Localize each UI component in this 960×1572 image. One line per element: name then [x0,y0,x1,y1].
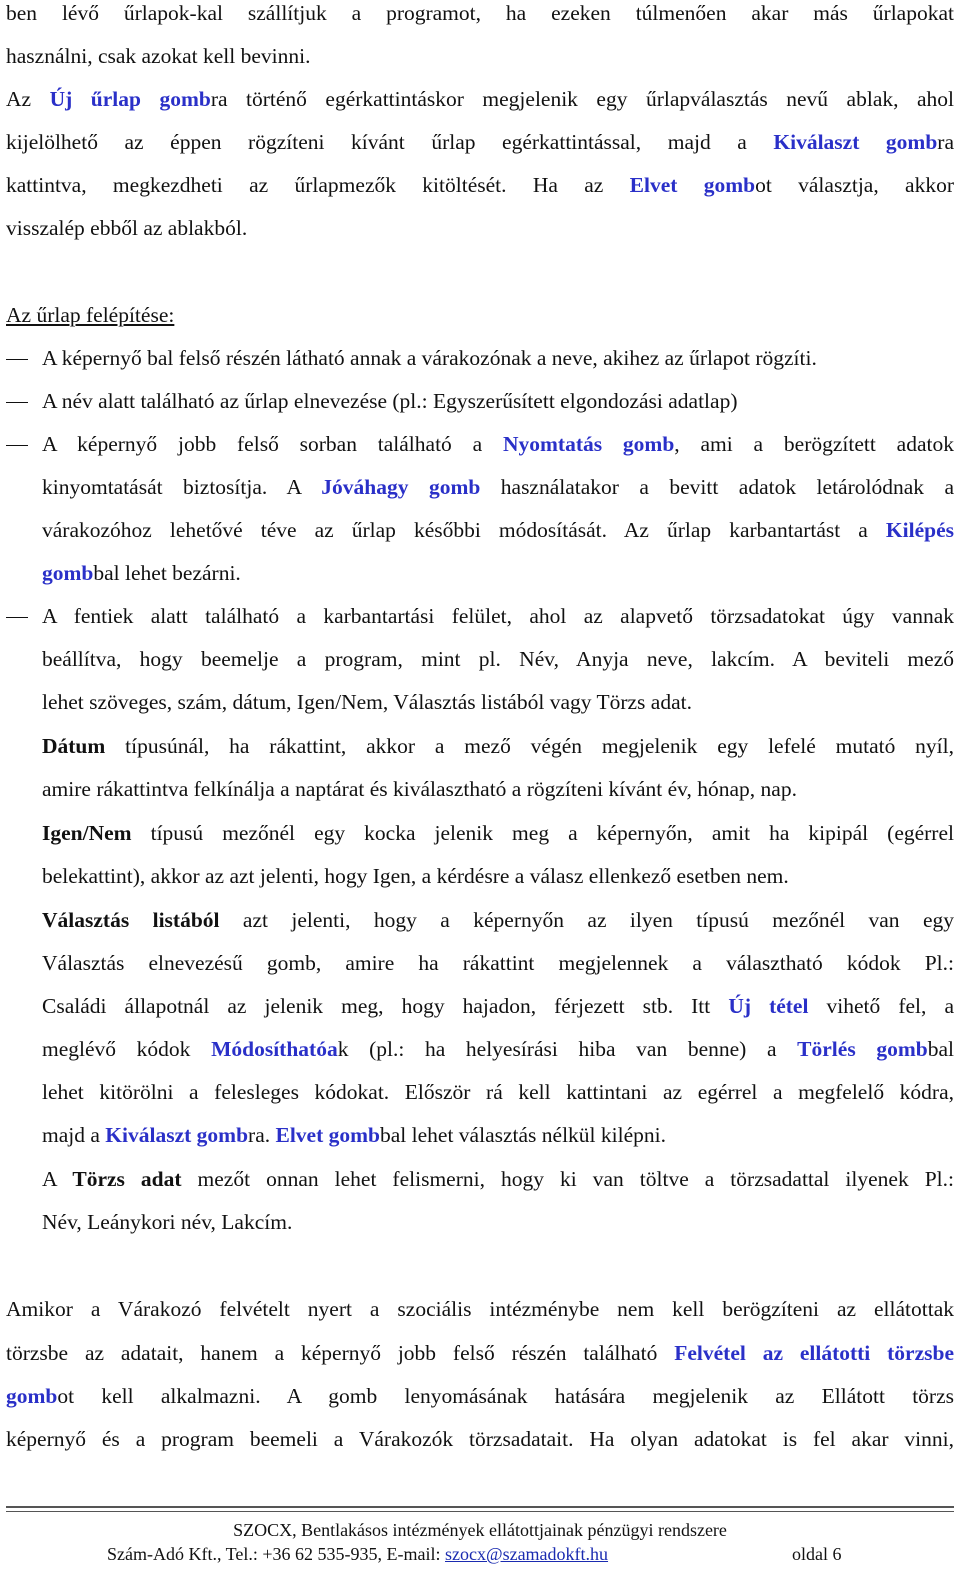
bullet-line: lehet szöveges, szám, dátum, Igen/Nem, Választás listából vagy Törzs adat. [42,690,692,714]
ui-reference: Kilépés [885,518,954,542]
footer-contact: Szám-Adó Kft., Tel.: +36 62 535-935, E-mail: szocx@szamadokft.hu [107,1544,609,1564]
bullet-line: Választás elnevezésű gomb, amire ha rákattint megjelennek a választható kódok Pl.: [42,951,954,975]
bullet-line: lehet kitörölni a felesleges kódokat. Először rá kell kattintani az egérrel a megfelelő kódra, [42,1080,954,1104]
bullet-line: Választás listából azt jelenti, hogy a képernyőn az ilyen típusú mezőnél van egy [42,908,954,932]
paragraph-line: gombot kell alkalmazni. A gomb lenyomásának hatására megjelenik az Ellátott törzs [6,1384,954,1408]
ui-reference: Új tétel [728,994,809,1018]
ui-reference: Jóváhagy gomb [321,475,481,499]
bullet-line: A képernyő bal felső részén látható annak a várakozónak a neve, akihez az űrlapot rögzíti. [42,346,817,370]
bullet-line: A fentiek alatt található a karbantartási felület, ahol az alapvető törzsadatokat úgy vannak [42,604,954,628]
bullet-line: amire rákattintva felkínálja a naptárat és kiválasztható a rögzíteni kívánt év, hónap, nap. [42,777,797,801]
bullet-line: Név, Leánykori név, Lakcím. [42,1210,293,1234]
bullet-line: belekattint), akkor az azt jelenti, hogy Igen, a kérdésre a válasz ellenkező esetben nem. [42,864,789,888]
ui-reference: Módosíthatóa [211,1037,338,1061]
paragraph-line: használni, csak azokat kell bevinni. [6,44,311,68]
bullet-line: A képernyő jobb felső sorban található a Nyomtatás gomb, ami a berögzített adatok [42,432,954,456]
footer-title: SZOCX, Bentlakásos intézmények ellátottjainak pénzügyi rendszere [233,1520,727,1540]
paragraph-line: törzsbe az adatait, hanem a képernyő jobb felső részén található Felvétel az ellátotti törzsbe [6,1341,955,1365]
paragraph-line: kijelölhető az éppen rögzíteni kívánt űrlap egérkattintással, majd a Kiválaszt gombra [6,130,954,154]
ui-reference: Kiválaszt gomb [105,1123,249,1147]
bullet-dash [6,445,28,446]
paragraph-line: képernyő és a program beemeli a Várakozók törzsadatait. Ha olyan adatokat is fel akar vinni, [6,1427,954,1451]
footer-divider [6,1511,954,1512]
bullet-line: kinyomtatását biztosítja. A Jóváhagy gomb használatakor a bevitt adatok letárolódnak a [42,475,954,499]
page-number: oldal 6 [792,1544,842,1564]
bullet-line: Családi állapotnál az jelenik meg, hogy hajadon, férjezett stb. Itt Új tétel vihető fel, a [42,994,954,1018]
bullet-line: beállítva, hogy beemelje a program, mint pl. Név, Anyja neve, lakcím. A beviteli mező [42,647,954,671]
ui-reference: Felvétel az ellátotti törzsbe [674,1341,955,1365]
ui-reference: Elvet gomb [275,1123,380,1147]
ui-reference: Elvet gomb [629,173,756,197]
bullet-dash [6,617,28,618]
paragraph-line: Amikor a Várakozó felvételt nyert a szociális intézménybe nem kell berögzíteni az ellátottak [6,1297,954,1321]
ui-reference: Új űrlap gomb [49,87,211,111]
paragraph-line: kattintva, megkezdheti az űrlapmezők kitöltését. Ha az Elvet gombot választja, akkor [6,173,954,197]
paragraph-line: visszalép ebből az ablakból. [6,216,248,240]
ui-reference: Nyomtatás gomb [502,432,675,456]
bullet-line: várakozóhoz lehetővé téve az űrlap későbbi módosítását. Az űrlap karbantartást a Kilépés [42,518,954,542]
ui-reference: gomb [6,1384,58,1408]
section-heading: Az űrlap felépítése: [6,303,175,327]
bullet-line: majd a Kiválaszt gombra. Elvet gombbal lehet választás nélkül kilépni. [42,1123,666,1147]
footer-divider [6,1506,954,1508]
bullet-line: gombbal lehet bezárni. [42,561,241,585]
paragraph-line: Az Új űrlap gombra történő egérkattintáskor megjelenik egy űrlapválasztás nevű ablak, ahol [6,87,954,111]
bullet-line: A név alatt található az űrlap elnevezése (pl.: Egyszerűsített elgondozási adatlap) [42,389,738,413]
bullet-dash [6,402,28,403]
ui-reference: gomb [42,561,94,585]
ui-reference: Kiválaszt gomb [773,130,938,154]
bullet-line: Dátum típusúnál, ha rákattint, akkor a mező végén megjelenik egy lefelé mutató nyíl, [42,734,954,758]
ui-reference: Törlés gomb [797,1037,928,1061]
bullet-line: meglévő kódok Módosíthatóak (pl.: ha helyesírási hiba van benne) a Törlés gombbal [42,1037,954,1061]
bullet-line: A Törzs adat mezőt onnan lehet felismerni, hogy ki van töltve a törzsadattal ilyenek Pl.: [42,1167,954,1191]
bullet-line: Igen/Nem típusú mezőnél egy kocka jelenik meg a képernyőn, amit ha kipipál (egérrel [42,821,954,845]
footer-email-link[interactable]: szocx@szamadokft.hu [445,1544,609,1564]
paragraph-line: ben lévő űrlapok-kal szállítjuk a programot, ha ezeken túlmenően akar más űrlapokat [6,1,954,25]
bullet-dash [6,359,28,360]
